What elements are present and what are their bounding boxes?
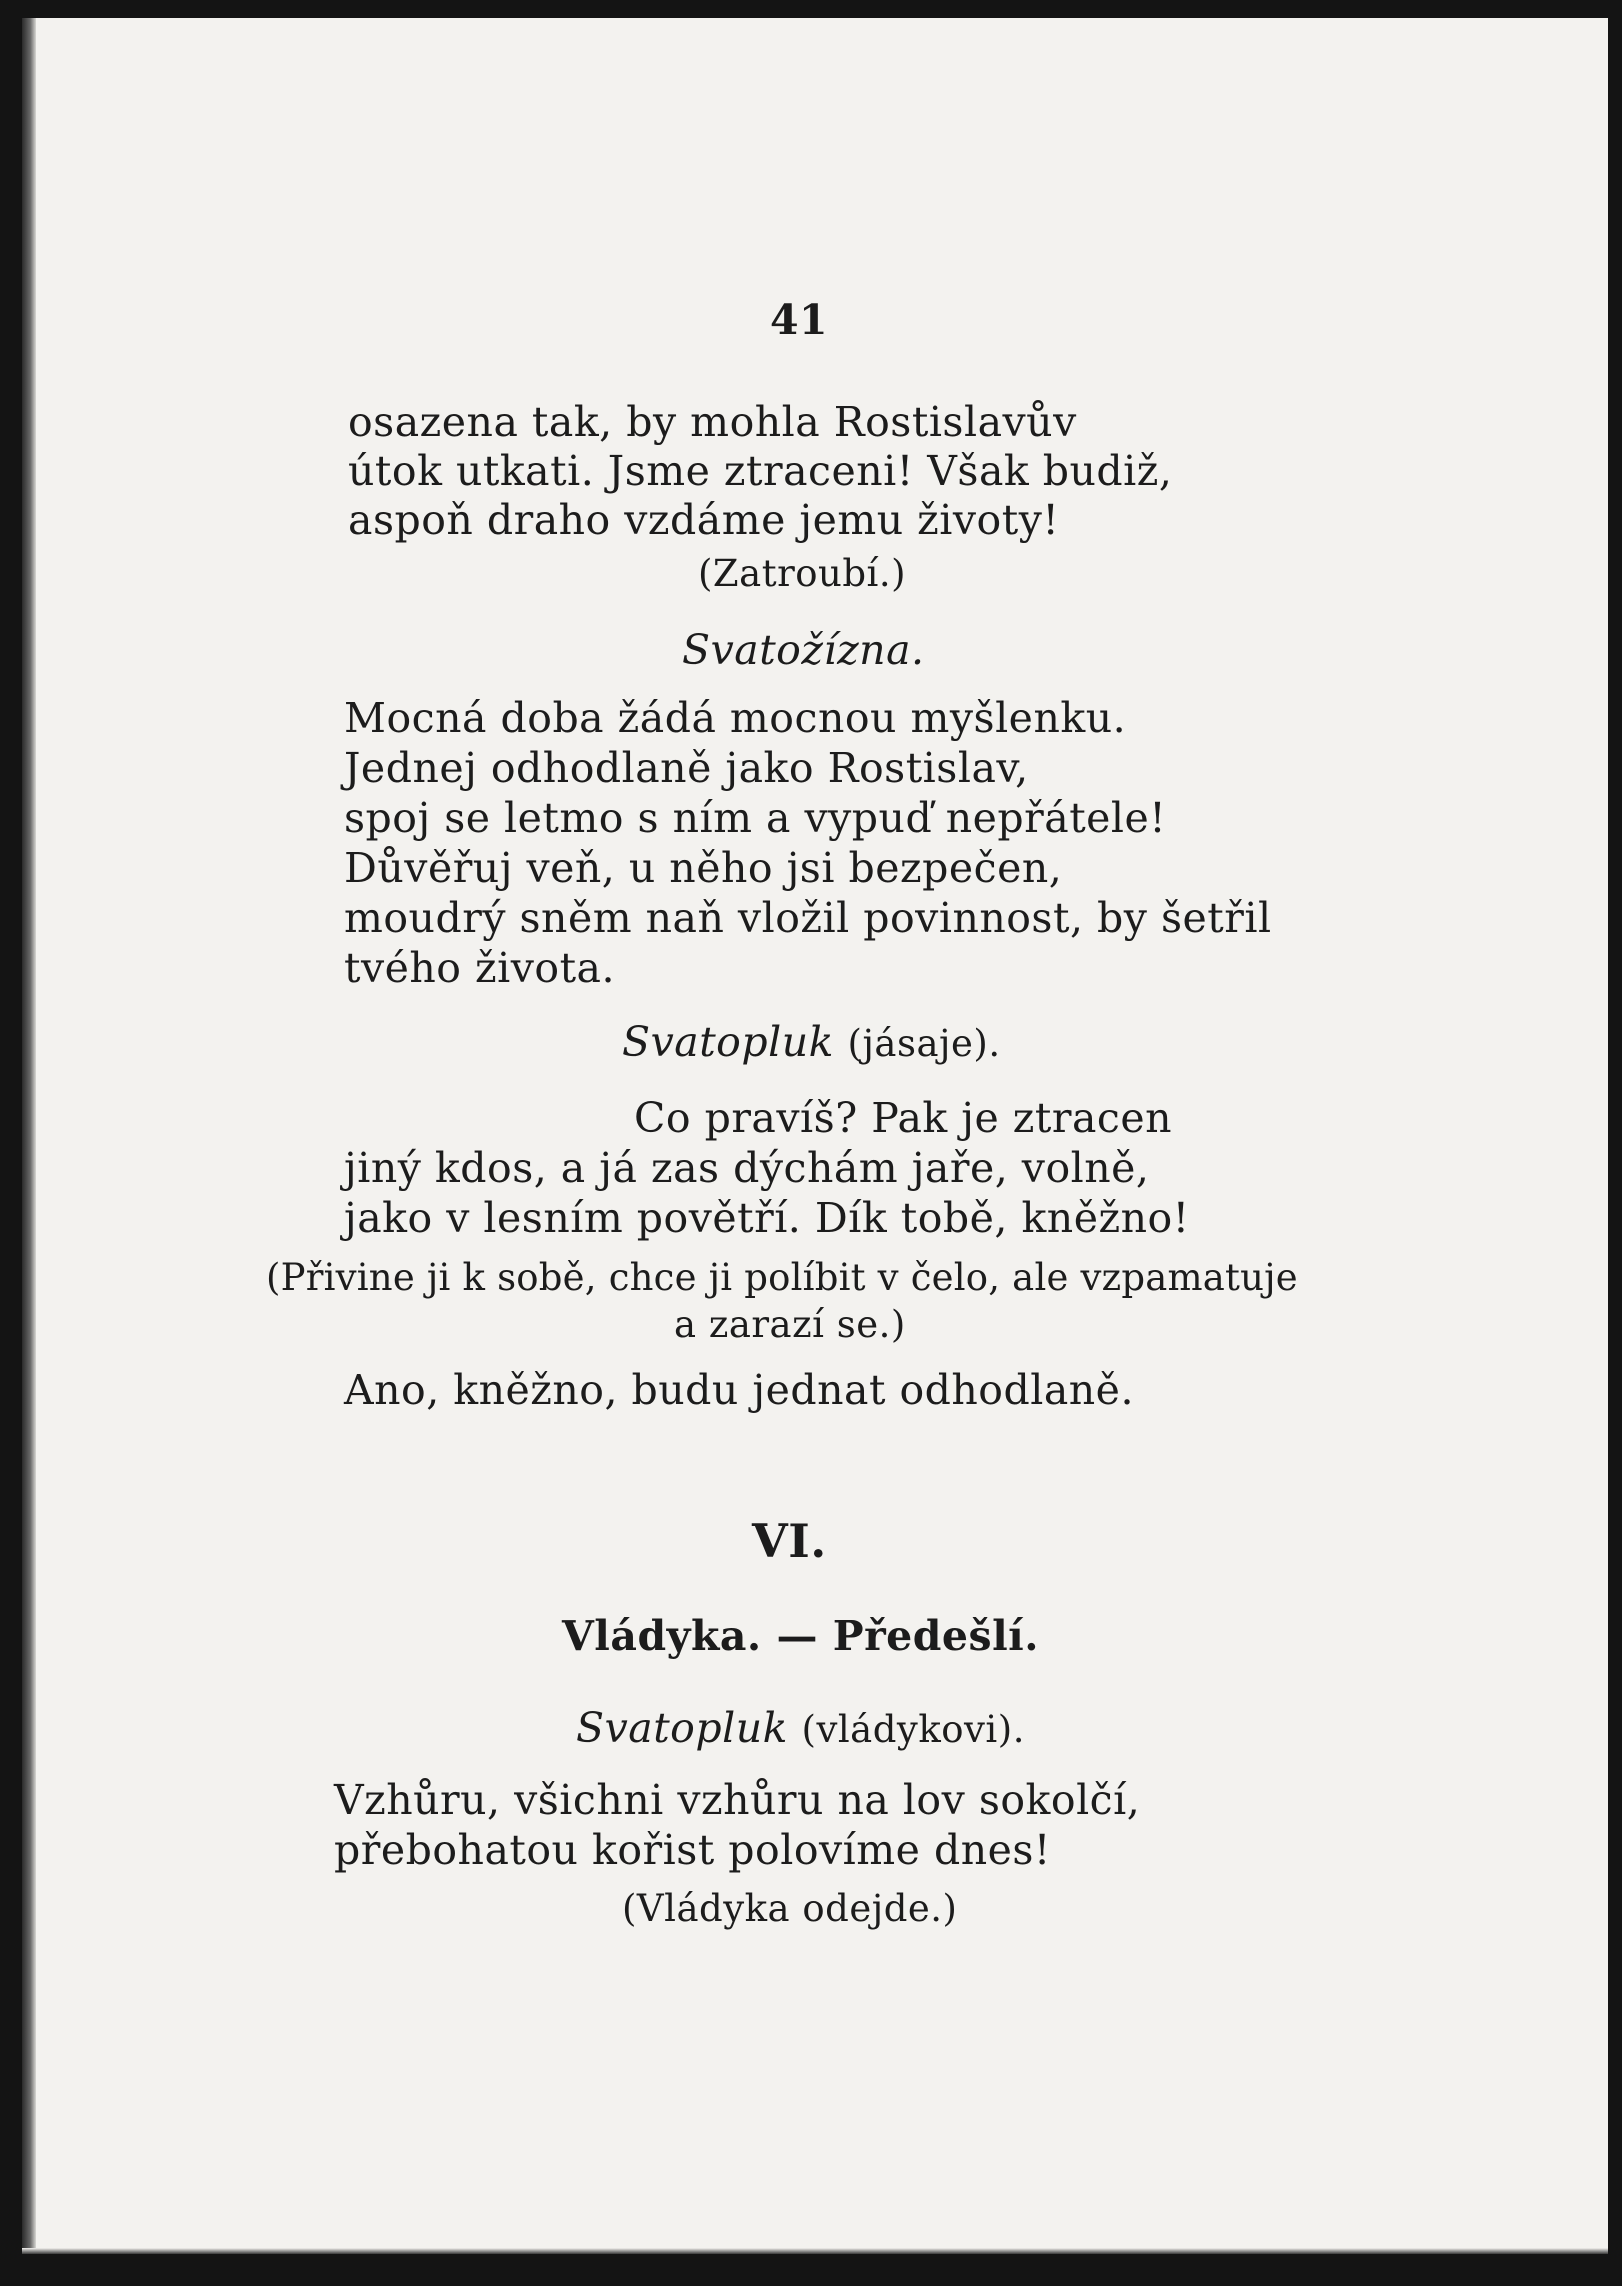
speaker-note: (jásaje). xyxy=(847,1022,1001,1065)
dialogue-line: přebohatou kořist polovíme dnes! xyxy=(334,1826,1051,1874)
dialogue-line: moudrý sněm naň vložil povinnost, by šetřil xyxy=(344,894,1272,942)
page-bottom-edge xyxy=(22,2248,1608,2254)
page-number: 41 xyxy=(770,296,829,344)
dialogue-line: Ano, kněžno, budu jednat odhodlaně. xyxy=(344,1366,1134,1414)
dialogue-line: jiný kdos, a já zas dýchám jaře, volně, xyxy=(344,1144,1150,1192)
dialogue-line: Jednej odhodlaně jako Rostislav, xyxy=(344,744,1029,792)
dialogue-line: útok utkati. Jsme ztraceni! Však budiž, xyxy=(348,447,1173,495)
speaker-name: Svatožízna. xyxy=(682,626,925,674)
dialogue-line: osazena tak, by mohla Rostislavův xyxy=(348,398,1077,446)
speaker-note: (vládykovi). xyxy=(801,1708,1025,1751)
speaker-name: Svatopluk xyxy=(576,1704,788,1752)
stage-direction: a zarazí se.) xyxy=(674,1303,906,1346)
dialogue-line: Důvěřuj veň, u něho jsi bezpečen, xyxy=(344,844,1063,892)
speaker-name: Svatopluk xyxy=(622,1018,834,1066)
stage-direction: (Zatroubí.) xyxy=(698,552,907,595)
dialogue-line: tvého života. xyxy=(344,944,616,992)
dialogue-line: spoj se letmo s ním a vypuď nepřátele! xyxy=(344,794,1167,842)
scene-heading: Vládyka. — Předešlí. xyxy=(562,1612,1040,1660)
speaker-heading xyxy=(622,1018,1001,1066)
dialogue-line: Co pravíš? Pak je ztracen xyxy=(634,1094,1173,1142)
book-page xyxy=(22,18,1608,2254)
page-left-edge xyxy=(22,18,36,2254)
dialogue-line: jako v lesním povětří. Dík tobě, kněžno! xyxy=(344,1194,1190,1242)
speaker-heading xyxy=(576,1704,1025,1752)
dialogue-line: Vzhůru, všichni vzhůru na lov sokolčí, xyxy=(334,1776,1141,1824)
stage-direction: (Přivine ji k sobě, chce ji políbit v čelo, ale vzpamatuje xyxy=(266,1256,1298,1299)
dialogue-line: aspoň draho vzdáme jemu životy! xyxy=(348,496,1060,544)
dialogue-line: Mocná doba žádá mocnou myšlenku. xyxy=(344,694,1127,742)
section-number: VI. xyxy=(752,1514,827,1568)
stage-direction: (Vládyka odejde.) xyxy=(622,1887,958,1930)
